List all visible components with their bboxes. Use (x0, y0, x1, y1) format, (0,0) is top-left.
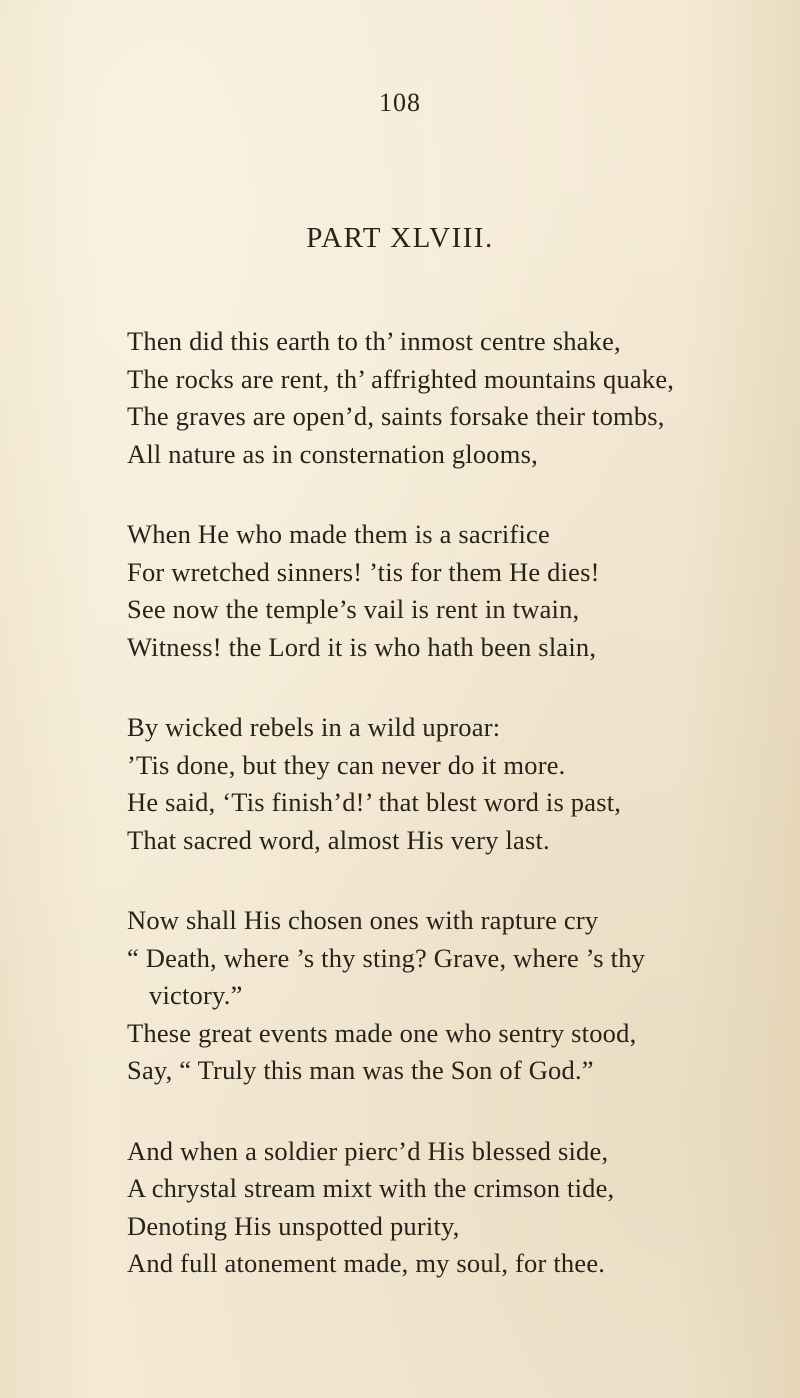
poem-line: When He who made them is a sacrifice (127, 519, 550, 549)
poem-line: By wicked rebels in a wild uproar: (127, 712, 501, 742)
part-heading: PART XLVIII. (306, 222, 494, 254)
poem-line-continuation: victory.” (149, 980, 243, 1010)
poem-line: That sacred word, almost His very last. (127, 824, 550, 855)
poem-line: And full atonement made, my soul, for thee. (127, 1248, 606, 1278)
poem-line: ’Tis done, but they can never do it more. (127, 749, 566, 780)
stanza (127, 323, 777, 473)
page-number: 108 (379, 88, 421, 117)
poem-line: Denoting His unspotted purity, (127, 1210, 460, 1241)
stanza (127, 516, 777, 666)
poem-line: All nature as in consternation glooms, (127, 438, 538, 469)
poem-line: He said, ‘Tis finish’d!’ that blest word is past, (127, 787, 622, 817)
poem (127, 323, 777, 1326)
poem-line: Witness! the Lord it is who hath been slain, (127, 631, 597, 662)
poem-line: The rocks are rent, th’ affrighted mountains quake, (127, 363, 675, 394)
poem-line: A chrystal stream mixt with the crimson tide, (127, 1173, 615, 1203)
poem-line: Now shall His chosen ones with rapture cry (127, 905, 599, 935)
poem-line: And when a soldier pierc’d His blessed side, (127, 1135, 609, 1166)
poem-line: See now the temple’s vail is rent in twain, (127, 594, 580, 624)
stanza (127, 709, 777, 859)
poem-line: Then did this earth to th’ inmost centre shake, (127, 326, 621, 356)
poem-line: The graves are open’d, saints forsake their tombs, (127, 401, 665, 431)
poem-line: These great events made one who sentry stood, (127, 1017, 637, 1048)
stanza (127, 1133, 777, 1283)
stanza (127, 902, 777, 1090)
poem-line: For wretched sinners! ’tis for them He dies! (127, 556, 600, 587)
poem-line: Say, “ Truly this man was the Son of God.” (127, 1055, 594, 1085)
poem-line: “ Death, where ’s thy sting? Grave, where ’s thy (127, 942, 646, 973)
